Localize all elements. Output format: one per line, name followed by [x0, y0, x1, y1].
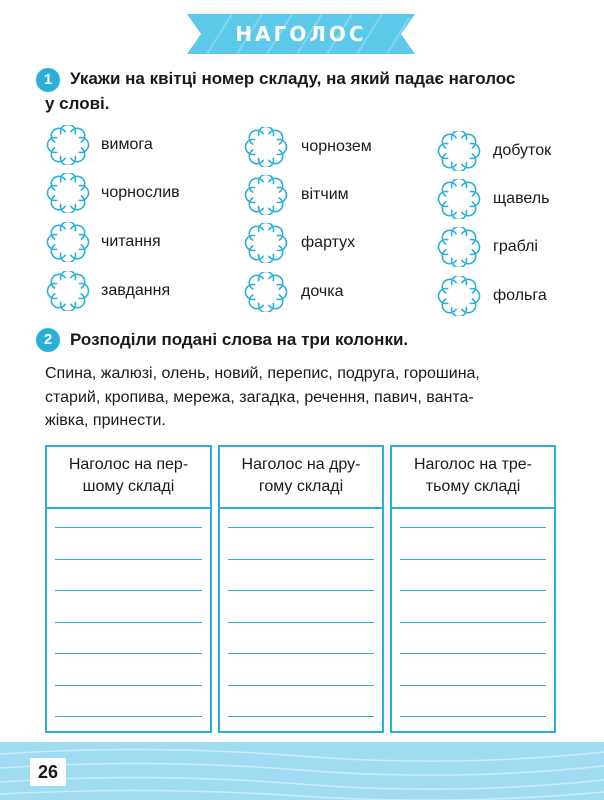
word-list-paragraph	[45, 362, 565, 433]
column-header-line: тьому складі	[425, 478, 521, 495]
writing-line	[228, 527, 374, 528]
writing-line	[400, 590, 546, 591]
writing-line	[228, 653, 374, 654]
word-item: чорнослив	[101, 184, 180, 201]
writing-line	[55, 559, 202, 560]
page-number: 26	[30, 758, 66, 786]
word-item: фартух	[301, 234, 356, 251]
page-title: НАГОЛОС	[235, 22, 367, 46]
writing-line	[400, 622, 546, 623]
word-item: дочка	[301, 283, 344, 300]
writing-line	[400, 716, 546, 717]
column-header-line: Наголос на дру-	[241, 456, 361, 473]
flower-answer-icon[interactable]	[437, 131, 481, 171]
writing-line	[228, 716, 374, 717]
column-header	[392, 447, 554, 509]
word-item: чорнозем	[301, 138, 372, 155]
paragraph-line: Спина, жалюзі, олень, новий, перепис, подруга, горошина,	[45, 365, 480, 382]
word-item: добуток	[493, 142, 552, 159]
column-second-syllable	[218, 445, 384, 733]
task-1-number: 1	[36, 68, 60, 92]
column-header-line: Наголос на пер-	[68, 456, 189, 473]
flower-answer-icon[interactable]	[437, 179, 481, 219]
task-1-text-line-2: у слові.	[45, 94, 110, 113]
writing-line	[55, 653, 202, 654]
writing-line	[228, 685, 374, 686]
writing-line	[400, 685, 546, 686]
word-item: граблі	[493, 238, 538, 255]
writing-line	[400, 559, 546, 560]
writing-line	[400, 653, 546, 654]
flower-answer-icon[interactable]	[46, 173, 90, 213]
word-item: фольга	[493, 287, 547, 304]
writing-line	[228, 622, 374, 623]
word-item: завдання	[101, 282, 171, 299]
flower-answer-icon[interactable]	[437, 227, 481, 267]
writing-line	[55, 716, 202, 717]
paragraph-line: жівка, принести.	[45, 412, 166, 429]
column-header-line: гому складі	[258, 478, 344, 495]
writing-line	[55, 622, 202, 623]
word-item: вітчим	[301, 186, 349, 203]
word-item: щавель	[493, 190, 550, 207]
word-item: читання	[101, 233, 161, 250]
task-2-text: Розподіли подані слова на три колонки.	[70, 330, 409, 349]
writing-line	[55, 527, 202, 528]
column-first-syllable	[45, 445, 212, 733]
flower-answer-icon[interactable]	[46, 125, 90, 165]
footer-wave	[0, 742, 604, 800]
flower-answer-icon[interactable]	[244, 272, 288, 312]
writing-line	[228, 559, 374, 560]
flower-answer-icon[interactable]	[244, 175, 288, 215]
flower-answer-icon[interactable]	[437, 276, 481, 316]
task-1-text-line-1: Укажи на квітці номер складу, на який падає наголос	[70, 69, 516, 88]
writing-line	[400, 527, 546, 528]
flower-answer-icon[interactable]	[46, 222, 90, 262]
column-header	[220, 447, 382, 509]
flower-answer-icon[interactable]	[244, 127, 288, 167]
column-header	[47, 447, 210, 509]
task-2-number: 2	[36, 328, 60, 352]
flower-answer-icon[interactable]	[46, 271, 90, 311]
column-third-syllable	[390, 445, 556, 733]
column-header-line: шому складі	[82, 478, 175, 495]
writing-line	[55, 590, 202, 591]
word-item: вимога	[101, 136, 153, 153]
column-header-line: Наголос на тре-	[414, 456, 532, 473]
paragraph-line: старий, кропива, мережа, загадка, речення, павич, ванта-	[45, 388, 474, 406]
writing-line	[55, 685, 202, 686]
title-banner	[187, 14, 415, 54]
writing-line	[228, 590, 374, 591]
flower-answer-icon[interactable]	[244, 223, 288, 263]
